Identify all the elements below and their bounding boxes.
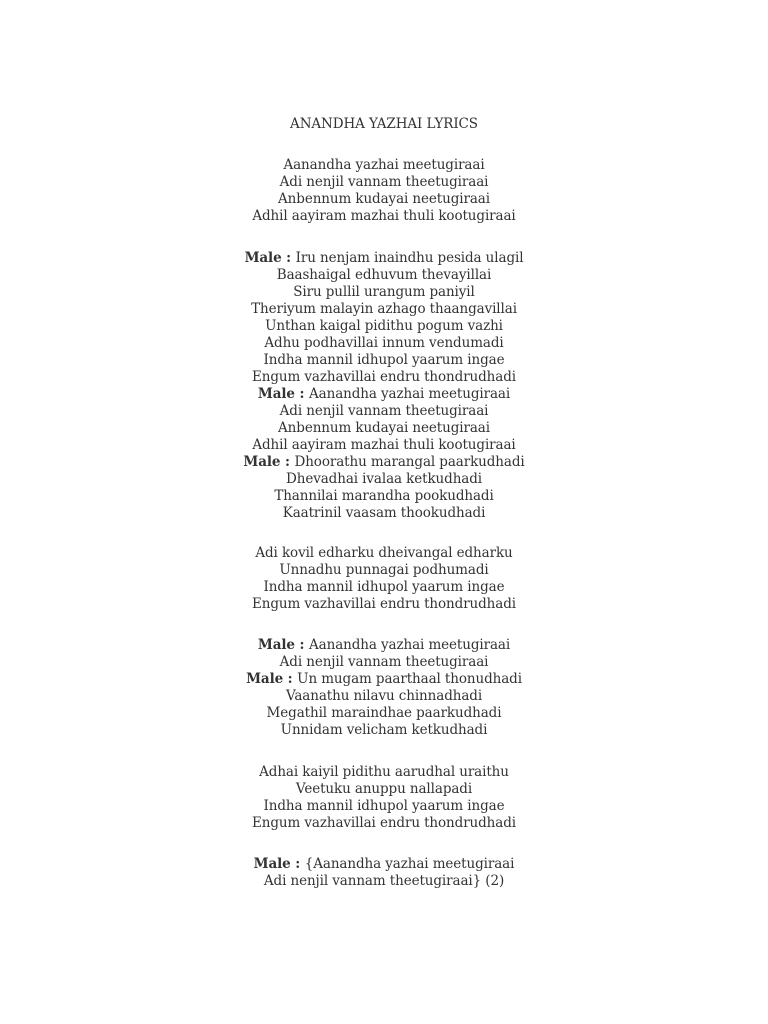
lyric-text: Anbennum kudayai neetugiraai (278, 191, 490, 207)
stanza-1 (0, 157, 768, 225)
lyric-line (0, 420, 768, 437)
lyric-text: Indha mannil idhupol yaarum ingae (263, 798, 505, 814)
lyric-text: Un mugam paarthaal thonudhadi (297, 671, 522, 687)
lyric-text: Engum vazhavillai endru thondrudhadi (252, 815, 516, 831)
lyric-line (0, 318, 768, 335)
speaker-label: Male : (243, 454, 295, 470)
lyric-line (0, 488, 768, 505)
lyric-text: Dhoorathu marangal paarkudhadi (294, 454, 525, 470)
lyric-line (0, 596, 768, 613)
lyric-text: Adi nenjil vannam theetugiraai (279, 654, 489, 670)
lyric-line (0, 386, 768, 403)
speaker-label: Male : (257, 386, 309, 402)
lyric-line (0, 688, 768, 705)
stanza-6 (0, 856, 768, 890)
lyric-line (0, 505, 768, 522)
lyric-text: Aanandha yazhai meetugiraai (283, 157, 485, 173)
lyric-text: Adhil aayiram mazhai thuli kootugiraai (252, 437, 516, 453)
stanza-5 (0, 764, 768, 832)
lyric-text: Indha mannil idhupol yaarum ingae (263, 579, 505, 595)
lyric-text: Unnidam velicham ketkudhadi (280, 722, 488, 738)
lyric-line (0, 437, 768, 454)
lyric-text: Thannilai marandha pookudhadi (274, 488, 494, 504)
lyric-line (0, 403, 768, 420)
stanza-2 (0, 250, 768, 522)
speaker-label: Male : (257, 637, 309, 653)
lyric-text: Theriyum malayin azhago thaangavillai (251, 301, 517, 317)
lyric-line (0, 781, 768, 798)
lyric-text: Unnadhu punnagai podhumadi (279, 562, 489, 578)
lyric-text: Anbennum kudayai neetugiraai (278, 420, 490, 436)
stanza-3 (0, 545, 768, 613)
lyric-line (0, 579, 768, 596)
lyric-line (0, 352, 768, 369)
speaker-label: Male : (253, 856, 305, 872)
lyric-line (0, 471, 768, 488)
lyric-line (0, 722, 768, 739)
lyric-line (0, 335, 768, 352)
lyric-line (0, 454, 768, 471)
lyric-line (0, 267, 768, 284)
lyric-text: {Aanandha yazhai meetugiraai (304, 856, 515, 872)
lyric-line (0, 562, 768, 579)
lyric-text: Aanandha yazhai meetugiraai (309, 386, 511, 402)
lyric-text: Veetuku anuppu nallapadi (295, 781, 473, 797)
lyric-line (0, 174, 768, 191)
lyric-line (0, 671, 768, 688)
lyric-line (0, 250, 768, 267)
lyric-line (0, 856, 768, 873)
lyric-text: Adi kovil edharku dheivangal edharku (255, 545, 513, 561)
lyric-text: Engum vazhavillai endru thondrudhadi (252, 596, 516, 612)
lyric-text: Siru pullil urangum paniyil (293, 284, 475, 300)
speaker-label: Male : (244, 250, 296, 266)
lyric-text: Baashaigal edhuvum thevayillai (276, 267, 492, 283)
lyric-text: Adi nenjil vannam theetugiraai} (2) (263, 873, 505, 889)
lyric-line (0, 705, 768, 722)
lyric-text: Adhu podhavillai innum vendumadi (264, 335, 504, 351)
lyric-line (0, 301, 768, 318)
lyric-line (0, 157, 768, 174)
stanza-4 (0, 637, 768, 739)
lyric-text: Indha mannil idhupol yaarum ingae (263, 352, 505, 368)
lyric-line (0, 764, 768, 781)
lyric-line (0, 654, 768, 671)
lyric-line (0, 815, 768, 832)
lyric-text: Dhevadhai ivalaa ketkudhadi (286, 471, 482, 487)
lyric-line (0, 798, 768, 815)
lyric-text: Kaatrinil vaasam thookudhadi (282, 505, 486, 521)
lyric-text: Iru nenjam inaindhu pesida ulagil (295, 250, 524, 266)
lyric-text: Adhil aayiram mazhai thuli kootugiraai (252, 208, 516, 224)
lyric-line (0, 873, 768, 890)
lyric-text: Adhai kaiyil pidithu aarudhal uraithu (259, 764, 509, 780)
page-title: ANANDHA YAZHAI LYRICS (290, 116, 478, 132)
lyric-text: Adi nenjil vannam theetugiraai (279, 403, 489, 419)
lyric-line (0, 191, 768, 208)
speaker-label: Male : (246, 671, 298, 687)
lyric-line (0, 208, 768, 225)
lyric-line (0, 637, 768, 654)
lyric-text: Megathil maraindhae paarkudhadi (266, 705, 502, 721)
lyric-text: Engum vazhavillai endru thondrudhadi (252, 369, 516, 385)
lyric-text: Vaanathu nilavu chinnadhadi (285, 688, 483, 704)
lyric-line (0, 284, 768, 301)
lyric-text: Unthan kaigal pidithu pogum vazhi (265, 318, 503, 334)
lyric-text: Aanandha yazhai meetugiraai (309, 637, 511, 653)
lyric-text: Adi nenjil vannam theetugiraai (279, 174, 489, 190)
lyric-line (0, 545, 768, 562)
lyric-line (0, 369, 768, 386)
